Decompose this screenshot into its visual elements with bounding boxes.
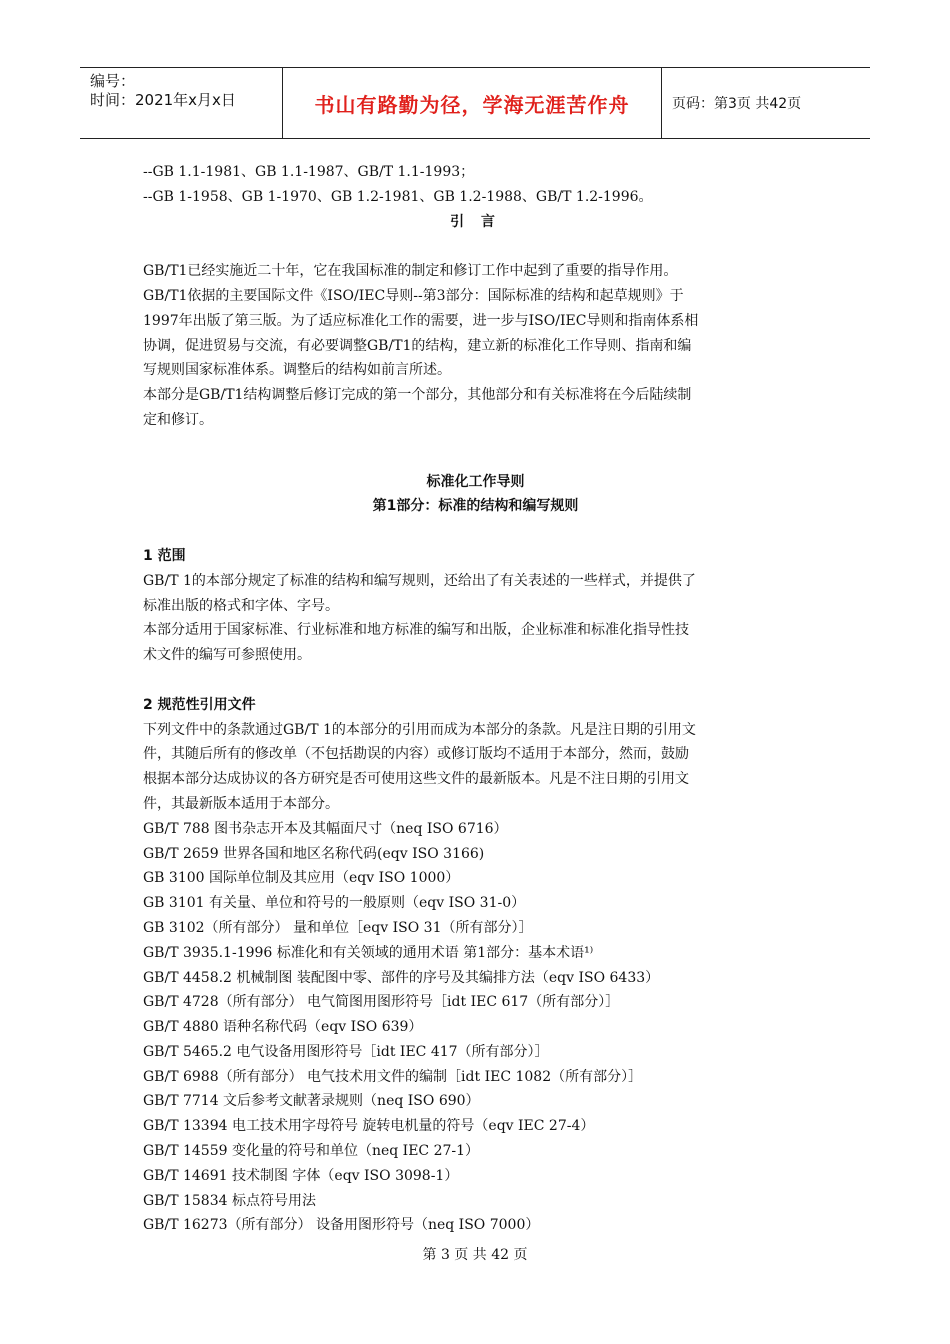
- header-page-label: 页码：第3页 共42页: [672, 96, 802, 112]
- reference-item: GB/T 5465.2 电气设备用图形符号［idt IEC 417（所有部分）］: [143, 1043, 549, 1060]
- reference-item: GB/T 3935.1-1996 标准化和有关领域的通用术语 第1部分：基本术语¹⁾: [143, 944, 594, 961]
- main-title: 标准化工作导则: [426, 473, 525, 490]
- spacer: [143, 519, 808, 544]
- reference-item: GB/T 13394 电工技术用字母符号 旋转电机量的符号（eqv IEC 27-4）: [143, 1118, 595, 1135]
- page-footer: [0, 1244, 950, 1264]
- section-1-line: 术文件的编写可参照使用。: [143, 647, 311, 664]
- intro-title: 引 言: [450, 213, 501, 230]
- reference-item: GB/T 6988（所有部分） 电气技术用文件的编制［idt IEC 1082（所有部分）］: [143, 1068, 643, 1085]
- header-page-cell: [662, 68, 870, 138]
- reference-item: GB/T 14691 技术制图 字体（eqv ISO 3098-1）: [143, 1167, 459, 1184]
- sub-title: 第1部分：标准的结构和编写规则: [372, 498, 579, 515]
- section-2-line: 根据本部分达成协议的各方研究是否可使用这些文件的最新版本。凡是不注日期的引用文: [143, 771, 689, 788]
- intro-line: 协调，促进贸易与交流，有必要调整GB/T1的结构，建立新的标准化工作导则、指南和编: [143, 337, 692, 354]
- document-body: [143, 160, 808, 1238]
- intro-line: GB/T1已经实施近二十年，它在我国标准的制定和修订工作中起到了重要的指导作用。: [143, 263, 678, 280]
- reference-item: GB/T 16273（所有部分） 设备用图形符号（neq ISO 7000）: [143, 1217, 540, 1234]
- section-1-line: 标准出版的格式和字体、字号。: [143, 597, 339, 614]
- section-2-line: 件，其随后所有的修改单（不包括勘误的内容）或修订版均不适用于本部分，然而，鼓励: [143, 746, 689, 763]
- header-motto-cell: [282, 68, 662, 138]
- intro-line: GB/T1依据的主要国际文件《ISO/IEC导则--第3部分：国际标准的结构和起草规则》于: [143, 287, 684, 304]
- reference-item: GB/T 7714 文后参考文献著录规则（neq ISO 690）: [143, 1093, 480, 1110]
- intro-line: 1997年出版了第三版。为了适应标准化工作的需要，进一步与ISO/IEC导则和指南体系相: [143, 312, 699, 329]
- intro-line: 写规则国家标准体系。调整后的结构如前言所述。: [143, 362, 451, 379]
- reference-item: GB/T 788 图书杂志开本及其幅面尺寸（neq ISO 6716）: [143, 820, 508, 837]
- spacer: [143, 433, 808, 458]
- page-header: [80, 67, 870, 139]
- reference-item: GB 3102（所有部分） 量和单位［eqv ISO 31（所有部分）］: [143, 919, 533, 936]
- section-1-line: 本部分适用于国家标准、行业标准和地方标准的编写和出版，企业标准和标准化指导性技: [143, 622, 689, 639]
- document-time-label: 时间：2021年x月x日: [90, 91, 236, 109]
- section-2-line: 件，其最新版本适用于本部分。: [143, 795, 339, 812]
- header-motto: 书山有路勤为径，学海无涯苦作舟: [314, 92, 630, 117]
- reference-item: GB/T 15834 标点符号用法: [143, 1192, 316, 1209]
- reference-item: GB/T 14559 变化量的符号和单位（neq IEC 27-1）: [143, 1143, 480, 1160]
- reference-item: GB 3101 有关量、单位和符号的一般原则（eqv ISO 31-0）: [143, 895, 526, 912]
- header-meta: [80, 68, 282, 138]
- history-line: --GB 1-1958、GB 1-1970、GB 1.2-1981、GB 1.2-1988、GB/T 1.2-1996。: [143, 188, 653, 205]
- reference-item: GB/T 4728（所有部分） 电气简图用图形符号［idt IEC 617（所有部分）］: [143, 994, 620, 1011]
- intro-line: 本部分是GB/T1结构调整后修订完成的第一个部分，其他部分和有关标准将在今后陆续制: [143, 387, 692, 404]
- history-line: --GB 1.1-1981、GB 1.1-1987、GB/T 1.1-1993；: [143, 164, 475, 180]
- reference-item: GB/T 4458.2 机械制图 装配图中零、部件的序号及其编排方法（eqv ISO 6433）: [143, 969, 660, 986]
- spacer: [143, 668, 808, 693]
- reference-item: GB/T 4880 语种名称代码（eqv ISO 639）: [143, 1019, 423, 1036]
- intro-line: 定和修订。: [143, 411, 213, 428]
- section-1-heading: 1 范围: [143, 547, 186, 564]
- section-2-line: 下列文件中的条款通过GB/T 1的本部分的引用而成为本部分的条款。凡是注日期的引用文: [143, 721, 696, 738]
- reference-item: GB 3100 国际单位制及其应用（eqv ISO 1000）: [143, 870, 460, 887]
- reference-item: GB/T 2659 世界各国和地区名称代码(eqv ISO 3166): [143, 845, 485, 862]
- spacer: [143, 234, 808, 259]
- document-number-label: 编号：: [90, 72, 136, 90]
- footer-page-number: 第 3 页 共 42 页: [422, 1247, 528, 1263]
- section-1-line: GB/T 1的本部分规定了标准的结构和编写规则，还给出了有关表述的一些样式，并提供了: [143, 572, 696, 589]
- section-2-heading: 2 规范性引用文件: [143, 696, 256, 713]
- spacer: [143, 458, 808, 470]
